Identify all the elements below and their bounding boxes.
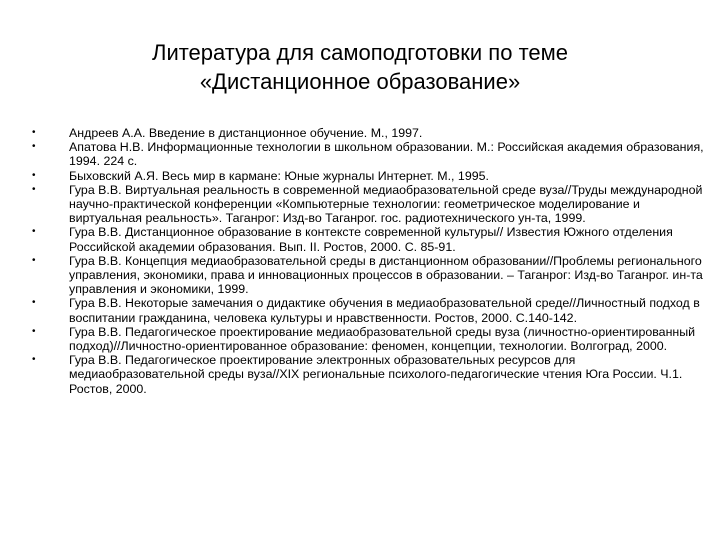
bullet-icon: • [32, 169, 36, 181]
reference-text: Гура В.В. Педагогическое проектирование электронных образовательных ресурсов для медиаобразовательной среды вуза//XIX региональные психолого-педагогические чтения Юга России. Ч.1. Ростов, 2000. [69, 353, 683, 396]
reference-text: Гура В.В. Некоторые замечания о дидактике обучения в медиаобразовательной среде//Личностный подход в воспитании гражданина, человека культуры и нравственности. Ростов, 2000. С.140-142. [69, 296, 700, 325]
list-item [26, 183, 706, 226]
bullet-icon: • [32, 127, 36, 138]
list-item [26, 225, 706, 253]
slide-title-line-2: «Дистанционное образование» [199, 69, 521, 94]
bullet-icon: • [32, 297, 36, 309]
bullet-icon: • [32, 226, 36, 238]
bullet-icon: • [32, 325, 36, 337]
slide-title-line-1: Литература для самоподготовки по теме [152, 40, 568, 65]
slide-title [0, 38, 720, 96]
reference-list [26, 126, 706, 396]
bullet-icon: • [32, 354, 36, 366]
list-item [26, 296, 706, 324]
list-item [26, 353, 706, 396]
reference-text: Андреев А.А. Введение в дистанционное обучение. М., 1997. [69, 126, 423, 140]
list-item [26, 126, 706, 140]
bullet-icon: • [32, 183, 36, 195]
list-item [26, 254, 706, 297]
reference-text: Гура В.В. Дистанционное образование в контексте современной культуры// Известия Южного отделения Российской академии образования. Вып. II. Ростов, 2000. С. 85-91. [69, 225, 673, 254]
reference-text: Апатова Н.В. Информационные технологии в школьном образовании. М.: Российская академия образования, 1994. 224 с. [69, 140, 704, 169]
bullet-icon: • [32, 254, 36, 266]
list-item [26, 140, 706, 168]
reference-text: Быховский А.Я. Весь мир в кармане: Юные журналы Интернет. М., 1995. [69, 168, 489, 183]
bullet-icon: • [32, 141, 36, 153]
list-item [26, 325, 706, 353]
list-item [26, 169, 706, 183]
reference-text: Гура В.В. Педагогическое проектирование медиаобразовательной среды вуза (личностно-ориентированный подход)//Личностно-ориентированное образование: феномен, концепции, технологии. Волгоград, 2000. [69, 324, 696, 354]
reference-text: Гура В.В. Виртуальная реальность в современной медиаобразовательной среде вуза//Труды международной научно-практической конференции «Компьютерные технологии: геометрическое моделирование и виртуальная реальность». Таганрог: Изд-во Таганрог. гос. радиотехнического ун-та, 1999. [69, 182, 703, 226]
reference-text: Гура В.В. Концепция медиаобразовательной среды в дистанционном образовании//Проблемы регионального управления, экономики, права и инновационных процессов в образовании. – Таганрог: Изд-во Таганрог. ин-та управления и экономики, 1999. [69, 253, 703, 297]
